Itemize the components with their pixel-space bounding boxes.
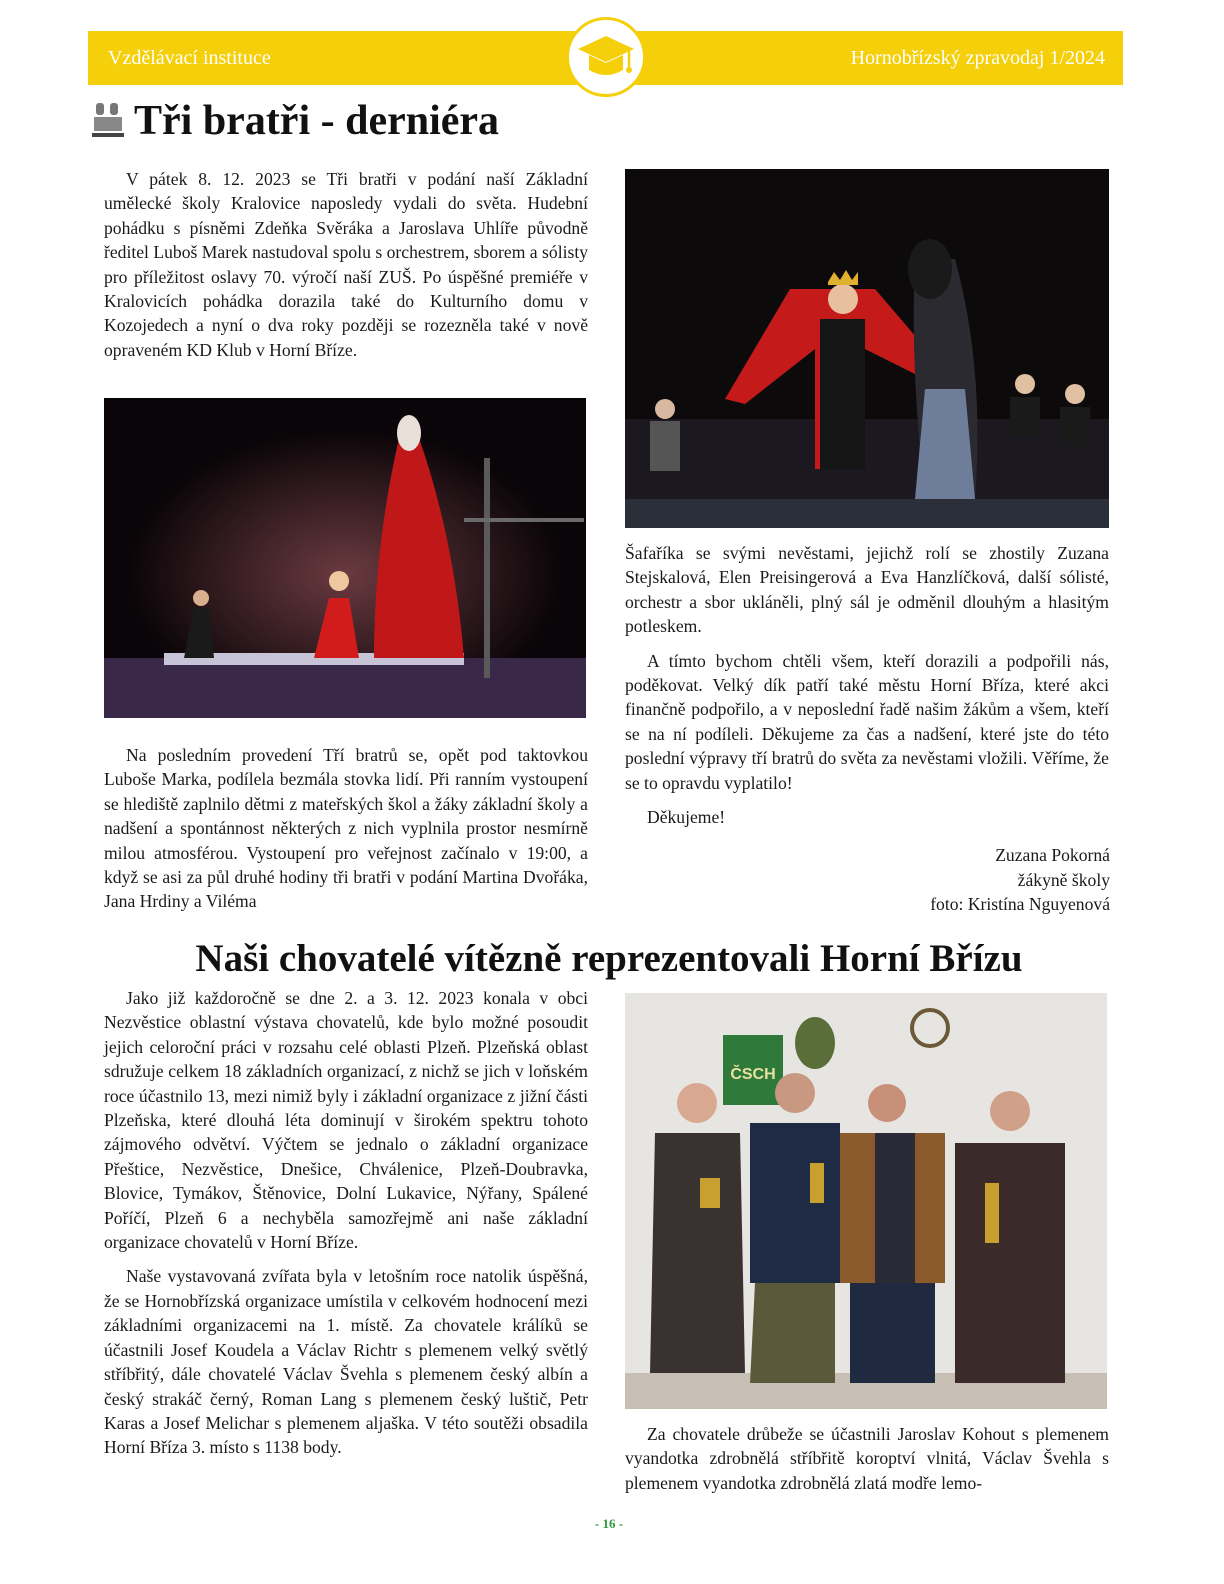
article2-col-right [625,1422,1109,1495]
article2-title: Naši chovatelé vítězně reprezentovali Horní Břízu [195,937,1023,980]
issue-name: Hornobřízský zpravodaj 1/2024 [850,47,1105,69]
article2-col-left [104,986,588,1460]
csch-sign: ČSCH [730,1066,776,1083]
article1-col-left-bottom [104,743,588,914]
signature-name: Zuzana Pokorná [995,845,1110,865]
photo-stage-performance [104,398,586,718]
article1-paragraph-2: Na posledním provedení Tří bratrů se, opět pod taktovkou Luboše Marka, podílela bezmála stovka lidí. Při ranním vystoupení se hlediště zaplnilo dětmi z mateřských škol a žáky základní školy a nadšení a spontánnost některých z nich vyplnila prostor nesmírně milou atmosférou. Vystoupení pro veřejnost začínalo v 19:00, a když se asi za půl druhé hodiny tři bratři v podání Martina Dvořáka, Jana Hrdiny a Viléma [104,745,588,912]
photo-credit: foto: Kristína Nguyenová [930,894,1110,915]
article1-title: Tři bratři - derniéra [134,98,500,144]
article1-signature [930,843,1110,917]
photo-king-and-choir [625,169,1109,528]
article1-col-left-top [104,167,588,362]
article1-col-right [625,541,1109,829]
photo-breeders-with-trophies [625,993,1107,1409]
article2-paragraph-2: Naše vystavovaná zvířata byla v letošním roce natolik úspěšná, že se Hornobřízská organizace umístila v celkovém hodnocení mezi základními organizacemi na 1. místě. Za chovatele králíků se účastnili Josef Koudela a Václav Richtr s plemenem velký světlý stříbřitý, dále chovatelé Václav Švehla s plemenem český albín a český strakáč černý, Roman Lang s plemenem český luštič, Petr Karas a Josef Melichar s plemenem aljaška. V této soutěži obsadila Horní Bříza 3. místo s 1138 body. [104,1266,588,1458]
zus-kralovice-logo [90,101,126,141]
article2-paragraph-1: Jako již každoročně se dne 2. a 3. 12. 2023 konala v obci Nezvěstice oblastní výstava chovatelů, kde bylo možné posoudit jejich celoroční práci v rozsahu celé oblasti Plzeň. Plzeňská oblast sdružuje celkem 18 základních organizací, z nichž se jich v loňském roce účastnilo 13, mezi nimiž byly i základní organizace z jižní části Plzeňska, které dlouhá léta dominují v širokém spektru tohoto zájmového odvětví. Výčtem se jednalo o základní organizace Přeštice, Nezvěstice, Dnešice, Chválenice, Plzeň-Doubravka, Blovice, Tymákov, Štěnovice, Dolní Lukavice, Nýřany, Spálené Poříčí, Plzeň 6 a nechyběla samozřejmě ani naše základní organizace chovatelů v Horní Bříze. [104,988,588,1253]
signature-role: žákyně školy [1017,869,1110,890]
article1-paragraph-5: Děkujeme! [647,807,726,828]
article1-title-row [90,96,499,146]
article1-paragraph-4: A tímto bychom chtěli všem, kteří dorazili a podpořili nás, poděkovat. Velký dík patří také městu Horní Bříza, které akci finančně podpořilo, a v neposlední řadě našim žákům a všem, kteří se na ní podíleli. Děkujeme za čas a nadšení, které jste do této poslední výpravy tří bratrů do světa za nevěstami vložili. Věříme, že se to opravdu vyplatilo! [625,650,1109,793]
graduation-cap-badge [566,17,646,97]
article1-paragraph-1: V pátek 8. 12. 2023 se Tři bratři v podání naší Základní umělecké školy Kralovice naposledy vydali do světa. Hudební pohádku s písněmi Zdeňka Svěráka a Jaroslava Uhlíře původně ředitel Luboš Marek nastudoval spolu s orchestrem, sborem a sólisty pro příležitost oslavy 70. výročí naší ZUŠ. Po úspěšné premiéře v Kralovicích pohádka dorazila také do Kulturního domu v Kozojedech a nyní o dva roky později se rozezněla také v nově opraveném KD Klub v Horní Bříze. [104,169,588,360]
article2-paragraph-3: Za chovatele drůbeže se účastnili Jaroslav Kohout s plemenem vyandotka zdrobnělá stříbřitě koroptví vlnitá, Václav Švehla s plemenem vyandotka zdrobnělá zlatá modře lemo- [625,1424,1109,1493]
section-name: Vzdělávací instituce [108,47,271,69]
graduation-cap-icon [577,32,635,82]
article1-paragraph-3: Šafaříka se svými nevěstami, jejichž rolí se zhostily Zuzana Stejskalová, Elen Preisingerová a Eva Hanzlíčková, další sólisté, orchestr a sbor ukláněli, plný sál je odměnil dlouhým a hlasitým potleskem. [625,543,1109,637]
page-number: - 16 - [594,1516,624,1531]
